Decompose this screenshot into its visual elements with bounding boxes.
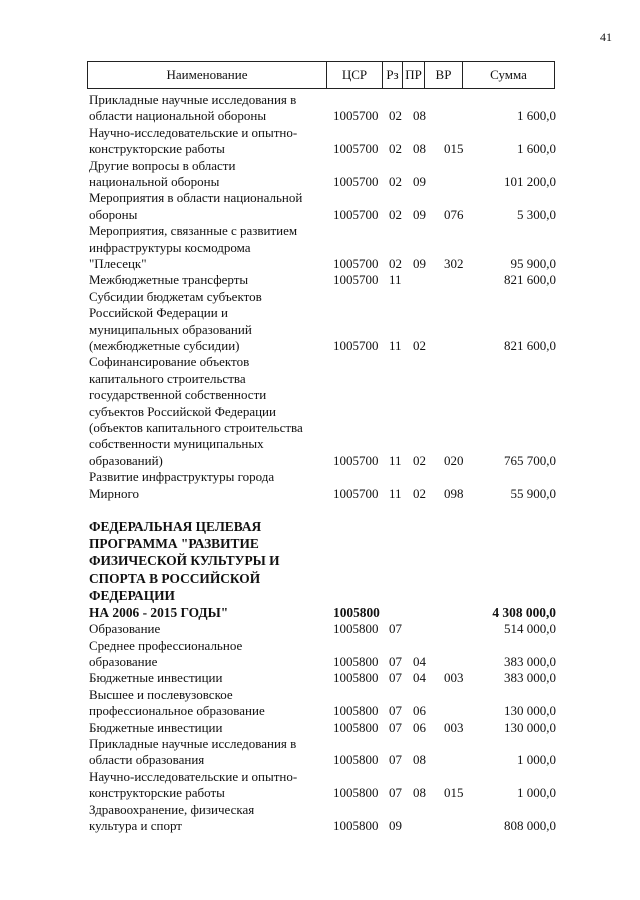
row-csr: 1005700 xyxy=(333,108,379,124)
row-name: Среднее профессиональное образование xyxy=(89,637,243,669)
row-name: Бюджетные инвестиции xyxy=(89,719,223,735)
table-row xyxy=(0,720,640,736)
row-csr: 1005700 xyxy=(333,173,379,189)
table-row xyxy=(0,687,640,720)
row-csr: 1005800 xyxy=(333,719,379,735)
row-name: Здравоохранение, физическая культура и спорт xyxy=(89,801,255,833)
row-sum: 1 000,0 xyxy=(517,752,556,768)
header-name: Наименование xyxy=(166,67,248,82)
row-rz: 11 xyxy=(389,272,402,288)
table-row xyxy=(0,621,640,637)
table-row xyxy=(0,223,640,272)
row-sum: 821 600,0 xyxy=(504,272,556,288)
table-body xyxy=(0,92,640,834)
row-sum: 808 000,0 xyxy=(504,817,556,833)
row-csr: 1005800 xyxy=(333,703,379,719)
row-sum: 55 900,0 xyxy=(510,485,556,501)
row-name: Высшее и послевузовское профессиональное образование xyxy=(89,686,265,719)
row-name: Прикладные научные исследования в области национальной обороны xyxy=(89,92,297,124)
row-vr: 098 xyxy=(444,485,464,501)
header-csr: ЦСР xyxy=(326,62,382,88)
row-csr: 1005700 xyxy=(333,206,379,222)
row-sum: 383 000,0 xyxy=(504,670,556,686)
table-row xyxy=(0,125,640,158)
row-vr: 003 xyxy=(444,719,464,735)
row-pr: 04 xyxy=(413,653,426,669)
table-header xyxy=(87,61,555,89)
row-csr: 1005700 xyxy=(333,255,379,271)
row-name: Научно-исследовательские и опытно- конструкторские работы xyxy=(89,124,298,157)
row-rz: 11 xyxy=(389,485,402,501)
row-csr: 1005700 xyxy=(333,452,379,468)
row-sum: 1 600,0 xyxy=(517,108,556,124)
row-sum: 821 600,0 xyxy=(504,337,556,353)
row-pr: 04 xyxy=(413,670,426,686)
table-row xyxy=(0,736,640,769)
page-number: 41 xyxy=(600,30,612,44)
row-rz: 07 xyxy=(389,670,402,686)
header-pr: ПР xyxy=(402,62,424,88)
row-pr: 09 xyxy=(413,255,426,271)
row-vr: 015 xyxy=(444,785,464,801)
row-rz: 07 xyxy=(389,703,402,719)
row-name: Бюджетные инвестиции xyxy=(89,670,223,686)
row-sum: 4 308 000,0 xyxy=(492,604,556,620)
row-rz: 07 xyxy=(389,752,402,768)
row-pr: 08 xyxy=(413,752,426,768)
row-sum: 95 900,0 xyxy=(510,255,556,271)
row-sum: 130 000,0 xyxy=(504,703,556,719)
row-name: Мероприятия, связанные с развитием инфраструктуры космодрома "Плесецк" xyxy=(89,223,298,271)
header-vr: ВР xyxy=(424,62,462,88)
header-rz: Рз xyxy=(382,62,402,88)
row-csr: 1005800 xyxy=(333,670,379,686)
table-row xyxy=(0,354,640,469)
row-csr: 1005700 xyxy=(333,141,379,157)
row-name: Образование xyxy=(89,621,161,637)
row-sum: 1 000,0 xyxy=(517,785,556,801)
row-csr: 1005800 xyxy=(333,604,380,620)
row-rz: 07 xyxy=(389,785,402,801)
row-pr: 02 xyxy=(413,452,426,468)
table-row xyxy=(0,518,640,621)
row-name: Другие вопросы в области национальной обороны xyxy=(89,157,236,189)
row-csr: 1005700 xyxy=(333,337,379,353)
row-pr: 06 xyxy=(413,719,426,735)
row-sum: 765 700,0 xyxy=(504,452,556,468)
row-csr: 1005800 xyxy=(333,752,379,768)
row-rz: 07 xyxy=(389,653,402,669)
row-pr: 02 xyxy=(413,485,426,501)
row-pr: 09 xyxy=(413,173,426,189)
row-rz: 11 xyxy=(389,452,402,468)
row-vr: 302 xyxy=(444,255,464,271)
row-pr: 08 xyxy=(413,108,426,124)
row-rz: 02 xyxy=(389,206,402,222)
row-vr: 003 xyxy=(444,670,464,686)
row-vr: 076 xyxy=(444,206,464,222)
header-sum: Сумма xyxy=(462,62,554,88)
row-rz: 02 xyxy=(389,108,402,124)
table-row xyxy=(0,469,640,502)
row-csr: 1005800 xyxy=(333,621,379,637)
row-sum: 101 200,0 xyxy=(504,173,556,189)
row-sum: 514 000,0 xyxy=(504,621,556,637)
row-name: Софинансирование объектов капитального строительства государственной собственности субъектов Российской Федерации (объектов капитального строительства собственности муниципальных образований) xyxy=(89,354,303,468)
row-rz: 02 xyxy=(389,141,402,157)
row-csr: 1005700 xyxy=(333,272,379,288)
row-name: Прикладные научные исследования в области образования xyxy=(89,735,297,768)
row-rz: 02 xyxy=(389,255,402,271)
table-row xyxy=(0,638,640,671)
row-name: Мероприятия в области национальной обороны xyxy=(89,190,303,222)
table-row xyxy=(0,289,640,355)
row-sum: 5 300,0 xyxy=(517,206,556,222)
row-name: Развитие инфраструктуры города Мирного xyxy=(89,469,275,501)
table-row xyxy=(0,190,640,223)
table-row xyxy=(0,272,640,288)
row-vr: 015 xyxy=(444,141,464,157)
row-name: Межбюджетные трансферты xyxy=(89,272,249,288)
row-sum: 1 600,0 xyxy=(517,141,556,157)
row-csr: 1005700 xyxy=(333,485,379,501)
row-vr: 020 xyxy=(444,452,464,468)
row-rz: 07 xyxy=(389,719,402,735)
row-csr: 1005800 xyxy=(333,817,379,833)
table-row xyxy=(0,670,640,686)
row-name: Субсидии бюджетам субъектов Российской Федерации и муниципальных образований (межбюджетные субсидии) xyxy=(89,288,262,353)
row-name: Научно-исследовательские и опытно- конструкторские работы xyxy=(89,768,298,801)
row-pr: 08 xyxy=(413,785,426,801)
row-rz: 02 xyxy=(389,173,402,189)
row-sum: 130 000,0 xyxy=(504,719,556,735)
row-pr: 08 xyxy=(413,141,426,157)
row-pr: 02 xyxy=(413,337,426,353)
row-rz: 09 xyxy=(389,817,402,833)
row-sum: 383 000,0 xyxy=(504,653,556,669)
table-row xyxy=(0,769,640,802)
row-name: ФЕДЕРАЛЬНАЯ ЦЕЛЕВАЯ ПРОГРАММА "РАЗВИТИЕ ФИЗИЧЕСКОЙ КУЛЬТУРЫ И СПОРТА В РОССИЙСКОЙ ФЕДЕРАЦИИ НА 2006 - 2015 ГОДЫ" xyxy=(89,518,280,620)
row-csr: 1005800 xyxy=(333,785,379,801)
table-row xyxy=(0,92,640,125)
row-pr: 09 xyxy=(413,206,426,222)
row-pr: 06 xyxy=(413,703,426,719)
table-row xyxy=(0,158,640,191)
row-rz: 07 xyxy=(389,621,402,637)
table-row xyxy=(0,802,640,835)
row-rz: 11 xyxy=(389,337,402,353)
row-csr: 1005800 xyxy=(333,653,379,669)
